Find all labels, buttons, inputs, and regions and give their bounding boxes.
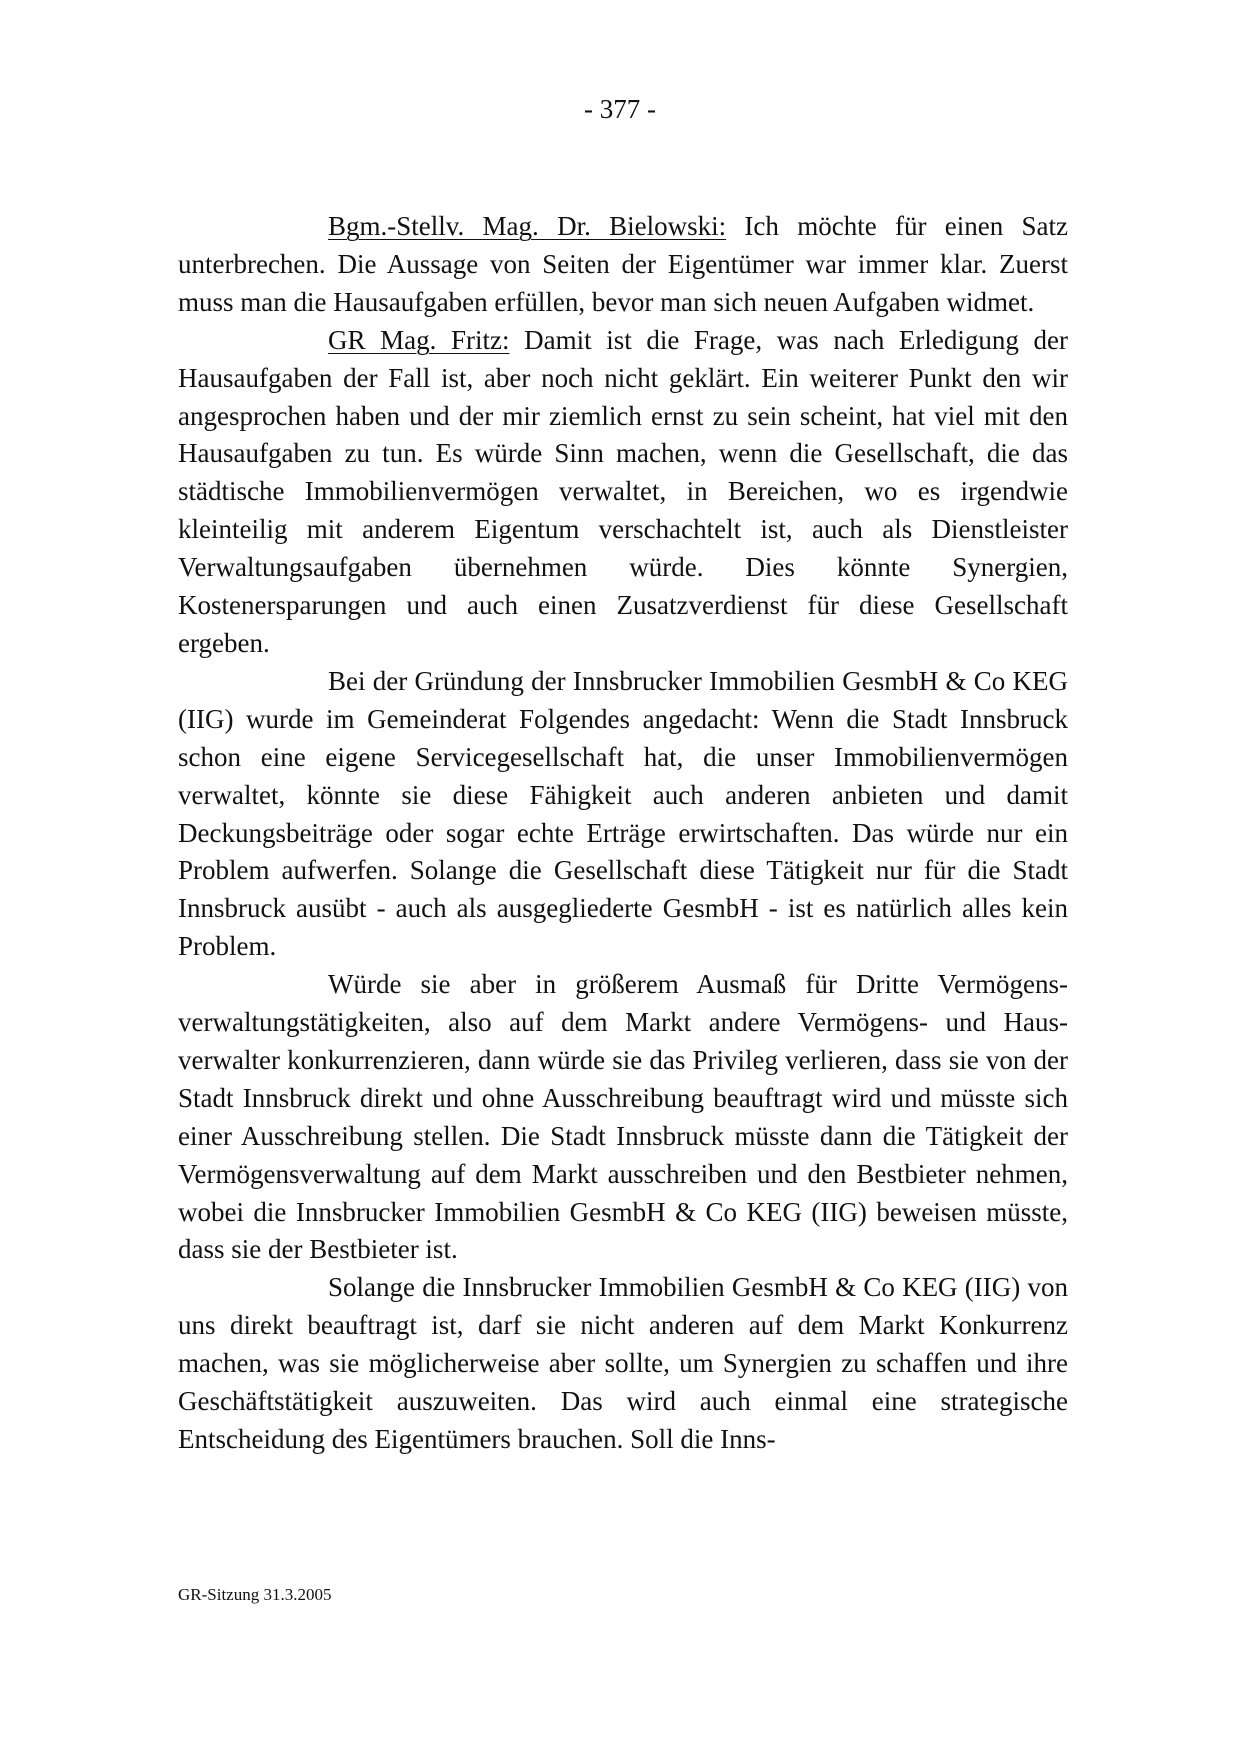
paragraph-fritz xyxy=(178,322,1068,663)
paragraph-solange: Solange die Innsbrucker Immobilien GesmbH & Co KEG (IIG) von uns direkt beauftragt ist, darf sie nicht anderen auf dem Markt Konkurrenz machen, was sie möglicherweise aber sollte, um Synergien zu schaffen und ihre Geschäftstätigkeit auszuweiten. Das wird auch einmal eine strategische Entscheidung des Eigentümers brauchen. Soll die Inns- xyxy=(178,1272,1068,1454)
document-body xyxy=(178,208,1068,1459)
speaker-name: Bgm.-Stellv. Mag. Dr. Bielowski: xyxy=(328,211,727,241)
paragraph-text: Damit ist die Frage, was nach Erledigung der Hausaufgaben der Fall ist, aber noch nicht geklärt. Ein weiterer Punkt den wir angesprochen haben und der mir ziemlich ernst zu sein scheint, hat viel mit den Hausaufgaben zu tun. Es würde Sinn machen, wenn die Gesellschaft, die das städtische Immobilienvermögen verwaltet, in Bereichen, wo es irgendwie kleinteilig mit anderem Eigentum verschachtelt ist, auch als Dienstleister Verwaltungsaufgaben übernehmen würde. Dies könnte Synergien, Kostenersparungen und auch einen Zusatzverdienst für diese Gesellschaft ergeben. xyxy=(178,324,1068,658)
paragraph-gruendung: Bei der Gründung der Innsbrucker Immobilien GesmbH & Co KEG (IIG) wurde im Gemeinderat Folgendes angedacht: Wenn die Stadt Innsbruck schon eine eigene Servicegesellschaft hat, die unser Immobilienvermögen verwaltet, könnte sie diese Fähigkeit auch anderen anbieten und damit Deckungsbeiträge oder sogar echte Erträge erwirtschaften. Das würde nur ein Problem aufwerfen. Solange die Gesellschaft diese Tätigkeit nur für die Stadt Innsbruck ausübt - auch als ausgegliederte GesmbH - ist es natürlich alles kein Problem. xyxy=(178,665,1068,962)
paragraph-bielowski xyxy=(178,208,1068,322)
footer-session-date: GR-Sitzung 31.3.2005 xyxy=(178,1585,332,1604)
paragraph-text: Ich möchte für einen Satz unterbrechen. Die Aussage von Seiten der Eigentümer war immer klar. Zuerst muss man die Hausaufgaben erfüllen, bevor man sich neuen Aufgaben widmet. xyxy=(178,211,1068,317)
speaker-name: GR Mag. Fritz: xyxy=(328,324,510,355)
page-number: - 377 - xyxy=(584,94,656,124)
paragraph-dritte: Würde sie aber in größerem Ausmaß für Dritte Vermögensverwaltungstätigkeiten, also auf dem Markt andere Vermögens- und Hausverwalter konkurrenzieren, dann würde sie das Privileg verlieren, dass sie von der Stadt Innsbruck direkt und ohne Ausschreibung beauftragt wird und müsste sich einer Ausschreibung stellen. Die Stadt Innsbruck müsste dann die Tätigkeit der Vermögensverwaltung auf dem Markt ausschreiben und den Bestbieter nehmen, wobei die Innsbrucker Immobilien GesmbH & Co KEG (IIG) beweisen müsste, dass sie der Bestbieter ist. xyxy=(178,969,1068,1265)
